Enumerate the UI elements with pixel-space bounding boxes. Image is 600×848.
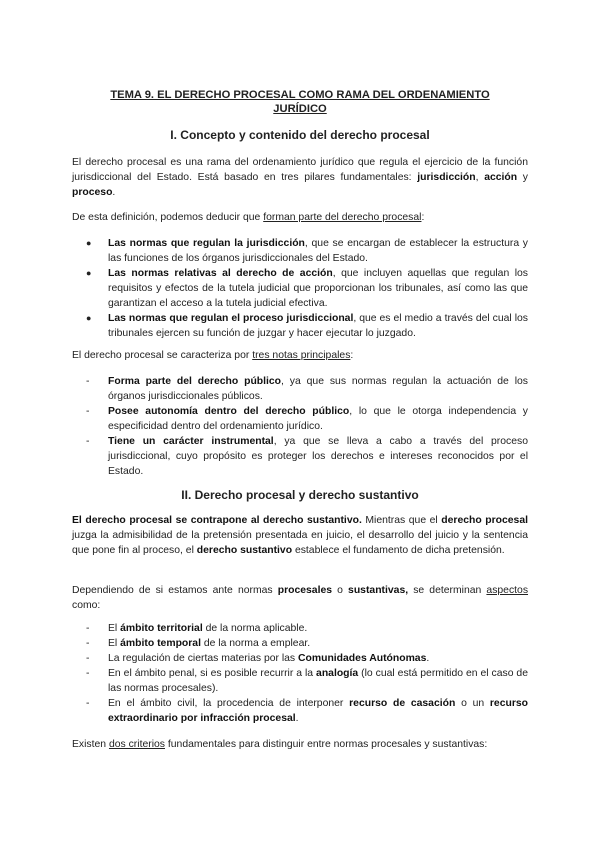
list-item: - Posee autonomía dentro del derecho público, lo que le otorga independencia y especificidad dentro del ordenamiento jurídico. [86,406,528,432]
list-item: ● Las normas que regulan el proceso jurisdiccional, que es el medio a través del cual los tribunales ejercen su función de juzgar y hacer ejecutar lo juzgado. [86,313,528,339]
characteristics-list [72,374,528,479]
list-item: - Tiene un carácter instrumental, ya que se lleva a cabo a través del proceso jurisdiccional, cuyo propósito es proteger los derechos e intereses reconocidos por el Estado. [86,436,528,477]
list-item: - Forma parte del derecho público, ya que sus normas regulan la actuación de los órganos jurisdiccionales públicos. [86,376,528,402]
title-line-1: TEMA 9. EL DERECHO PROCESAL COMO RAMA DEL ORDENAMIENTO [110,89,490,101]
section-2-paragraph-3: Existen dos criterios fundamentales para distinguir entre normas procesales y sustantivas: [72,739,488,750]
section-1-heading: I. Concepto y contenido del derecho procesal [170,128,430,142]
document-title [70,88,530,116]
components-bullet-list [72,236,528,341]
list-item: - El ámbito temporal de la norma a emplear. [86,638,311,649]
list-item: - La regulación de ciertas materias por las Comunidades Autónomas. [86,653,430,664]
section-2-paragraph-1: El derecho procesal se contrapone al derecho sustantivo. Mientras que el derecho procesal juzga la admisibilidad de la pretensión presentada en juicio, el desarrollo del juicio y la sentencia que pone fin al proceso, el derecho sustantivo establece el fundamento de dicha pretensión. [72,515,528,556]
list-item: - En el ámbito civil, la procedencia de interponer recurso de casación o un recurso extraordinario por infracción procesal. [86,698,528,724]
title-line-2: JURÍDICO [273,103,327,115]
list-item: - En el ámbito penal, si es posible recurrir a la analogía (lo cual está permitido en el caso de las normas procesales). [86,668,528,694]
list-item: - El ámbito territorial de la norma aplicable. [86,623,308,634]
list-item: ● Las normas que regulan la jurisdicción, que se encargan de establecer la estructura y las funciones de los órganos jurisdiccionales del Estado. [86,238,529,264]
section-2-paragraph-2: Dependiendo de si estamos ante normas procesales o sustantivas, se determinan aspectos como: [72,585,529,611]
section-2-heading: II. Derecho procesal y derecho sustantivo [181,488,419,502]
list-item: ● Las normas relativas al derecho de acción, que incluyen aquellas que regulan los requisitos y efectos de la tutela judicial que proporcionan los tribunales, así como las que garantizan el acceso a la tutela judicial efectiva. [86,268,528,309]
aspects-list [72,621,528,726]
section-1-intro: El derecho procesal es una rama del ordenamiento jurídico que regula el ejercicio de la función jurisdiccional del Estado. Está basado en tres pilares fundamentales: jurisdicción, acción y proceso. [72,157,528,198]
characteristics-paragraph: El derecho procesal se caracteriza por tres notas principales: [72,350,354,361]
definition-paragraph: De esta definición, podemos deducir que forman parte del derecho procesal: [72,212,425,223]
